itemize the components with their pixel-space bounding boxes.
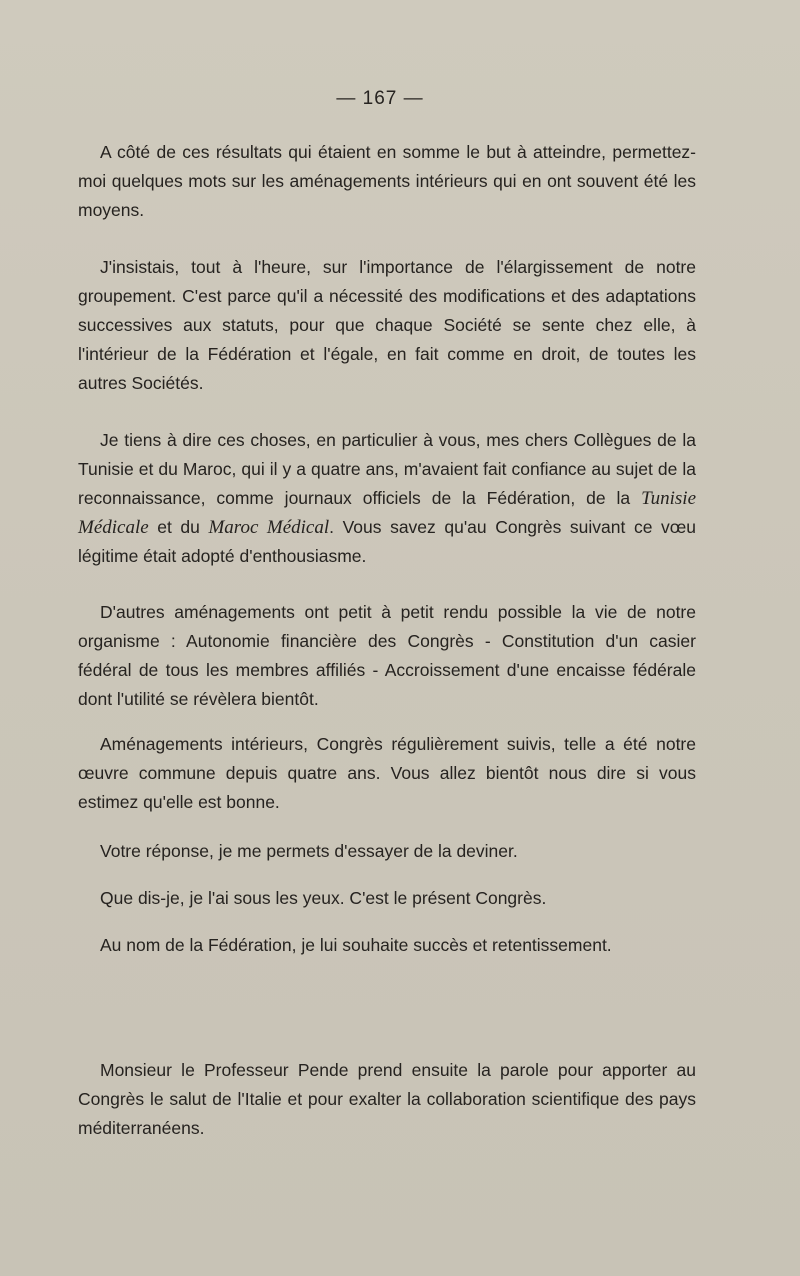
paragraph-5: Aménagements intérieurs, Congrès régulièrement suivis, telle a été notre œuvre commune depuis quatre ans. Vous allez bientôt nous dire si vous estimez qu'elle est bonne. [78,734,696,812]
paragraph-2: J'insistais, tout à l'heure, sur l'importance de l'élargissement de notre groupement. C'est parce qu'il a nécessité des modifications et des adaptations successives aux statuts, pour que chaque Société se sente chez elle, à l'intérieur de la Fédération et l'égale, en fait comme en droit, de toutes les autres Sociétés. [78,257,696,393]
paragraph-3-text-a: Je tiens à dire ces choses, en particulier à vous, mes chers Collègues de la Tunisie et du Maroc, qui il y a quatre ans, m'avaient fait confiance au sujet de la reconnaissance, comme journaux officiels de la Fédération, de la [78,430,696,508]
paragraph-6: Votre réponse, je me permets d'essayer de la deviner. [100,841,518,861]
paragraph-9: Monsieur le Professeur Pende prend ensuite la parole pour apporter au Congrès le salut de l'Italie et pour exalter la collaboration scientifique des pays méditerranéens. [78,1060,696,1138]
paragraph-3-text-b: et du [148,517,209,537]
paragraph-8: Au nom de la Fédération, je lui souhaite succès et retentissement. [100,935,612,955]
paragraph-3-text-c: . Vous savez qu'au Congrès suivant ce vœu légitime était adopté d'enthousiasme. [78,517,696,566]
paragraph-4: D'autres aménagements ont petit à petit rendu possible la vie de notre organisme : Autonomie financière des Congrès - Constitution d'un casier fédéral de tous les membres affiliés - Accroissement d'une encaisse fédérale dont l'utilité se révèlera bientôt. [78,602,696,709]
page-number: — 167 — [336,88,424,109]
journal-title-tunisie: Tunisie Médicale [78,488,696,538]
body-text [78,138,696,1143]
journal-title-maroc: Maroc Médical [208,517,330,538]
paragraph-7: Que dis-je, je l'ai sous les yeux. C'est le présent Congrès. [100,888,547,908]
paragraph-1: A côté de ces résultats qui étaient en somme le but à atteindre, permettez-moi quelques mots sur les aménagements intérieurs qui en ont souvent été les moyens. [78,142,696,220]
paragraph-3 [78,426,696,571]
